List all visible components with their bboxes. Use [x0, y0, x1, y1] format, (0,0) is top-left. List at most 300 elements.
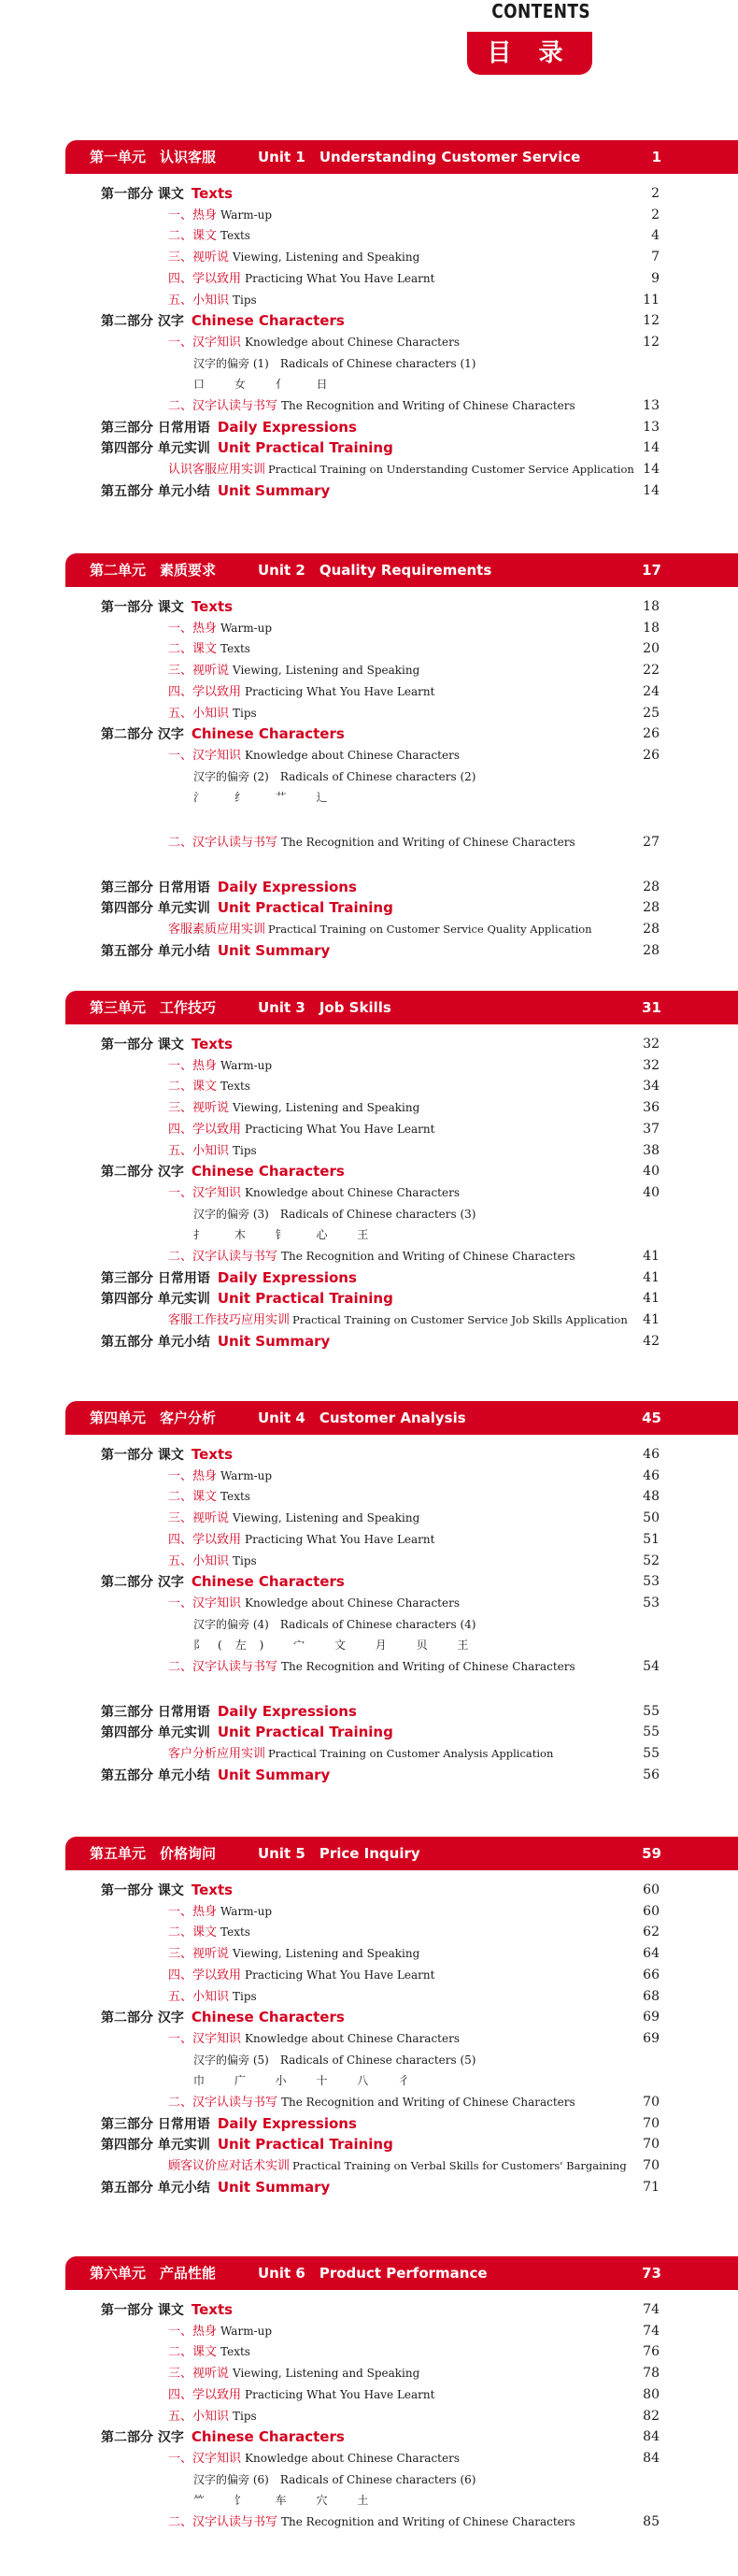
toc-entry-sub[interactable]: [168, 618, 272, 638]
entry-title-en: Knowledge about Chinese Characters: [245, 2031, 460, 2045]
toc-entry-sub[interactable]: [168, 1656, 575, 1677]
entry-title-cn: 五、小知识: [168, 1989, 230, 2004]
entry-page-number: 28: [643, 879, 660, 894]
entry-page-number: 2: [651, 207, 660, 222]
toc-entry-part[interactable]: [101, 1701, 357, 1722]
toc-entry-part[interactable]: [101, 1444, 233, 1465]
toc-entry-sub[interactable]: [168, 268, 434, 289]
entry-title-en: Knowledge about Chinese Characters: [245, 748, 460, 762]
radical-glyphs: 巾 广 小 十 八 彳: [193, 2074, 423, 2088]
entry-page-number: 56: [643, 1767, 660, 1782]
toc-entry-sub[interactable]: [168, 1097, 419, 1118]
entry-page-number: 9: [651, 270, 660, 286]
entry-title-cn: 五、小知识: [168, 706, 230, 721]
section-title: Chinese Characters: [191, 2428, 345, 2446]
entry-title-en: Viewing, Listening and Speaking: [233, 2367, 420, 2381]
entry-title-en: Practicing What You Have Learnt: [245, 1122, 435, 1136]
toc-entry-part[interactable]: [101, 1331, 330, 1352]
unit-page-number: 45: [642, 1410, 661, 1426]
toc-entry-rad: [193, 2050, 475, 2070]
toc-entry-glyphs: [193, 2490, 381, 2511]
entry-page-number: 85: [643, 2514, 660, 2529]
toc-entry-sub[interactable]: [168, 681, 434, 702]
part-label: 第一部分 课文: [101, 600, 184, 615]
entry-page-number: 28: [643, 922, 660, 937]
entry-title-cn: 一、热身: [168, 2324, 218, 2339]
section-title: Chinese Characters: [191, 1573, 345, 1591]
section-title: Texts: [191, 2301, 234, 2318]
section-title: Unit Summary: [217, 1332, 331, 1350]
radicals-heading: 汉字的偏旁 (5) Radicals of Chinese characters (5): [193, 2053, 476, 2067]
toc-entry-part[interactable]: [101, 1288, 393, 1309]
part-label: 第四部分 单元实训: [101, 441, 210, 457]
entry-title-en: Viewing, Listening and Speaking: [233, 664, 420, 678]
entry-page-number: 27: [643, 835, 660, 850]
section-title: Daily Expressions: [217, 418, 357, 436]
entry-title-cn: 一、热身: [168, 1468, 218, 1483]
entry-page-number: 41: [643, 1269, 660, 1285]
entry-page-number: 74: [643, 2302, 660, 2317]
section-title: Unit Practical Training: [217, 1290, 393, 1308]
entry-title-cn: 二、课文: [168, 1490, 218, 1505]
entry-title-en: The Recognition and Writing of Chinese Characters: [281, 2515, 575, 2528]
entry-page-number: 12: [643, 334, 660, 350]
entry-page-number: 36: [643, 1100, 660, 1116]
entry-title-en: The Recognition and Writing of Chinese Characters: [281, 399, 575, 412]
radical-glyphs: 阝(左) 宀 文 月 贝 王: [193, 1639, 482, 1653]
unit-title-en: Unit 2 Quality Requirements: [258, 562, 492, 579]
entry-title-cn: 二、课文: [168, 229, 218, 244]
toc-entry-sub[interactable]: [168, 2384, 434, 2405]
toc-entry-rad: [193, 2469, 475, 2490]
entry-title-cn: 二、课文: [168, 1080, 218, 1095]
toc-entry-app[interactable]: [168, 1743, 553, 1764]
entry-page-number: 13: [643, 419, 660, 435]
entry-page-number: 50: [643, 1510, 660, 1526]
entry-title-en: Practical Training on Verbal Skills for Customers' Bargaining: [292, 2159, 627, 2173]
entry-page-number: 70: [643, 2158, 660, 2174]
entry-page-number: 26: [643, 726, 660, 742]
toc-entry-sub[interactable]: [168, 2341, 250, 2362]
toc-entry-part[interactable]: [101, 1571, 345, 1592]
entry-title-cn: 三、视听说: [168, 1511, 230, 1526]
entry-page-number: 14: [643, 440, 660, 456]
entry-page-number: 70: [643, 2137, 660, 2153]
section-title: Texts: [191, 598, 234, 615]
entry-title-cn: 一、热身: [168, 208, 218, 222]
toc-entry-sub[interactable]: [168, 745, 460, 766]
section-title: Texts: [191, 185, 234, 202]
toc-entry-sub[interactable]: [168, 1901, 272, 1922]
part-label: 第三部分 日常用语: [101, 1270, 210, 1286]
entry-title-en: Tips: [233, 293, 257, 307]
toc-entry-sub[interactable]: [168, 1551, 257, 1571]
unit-header-bar[interactable]: [65, 2256, 738, 2290]
toc-entry-sub[interactable]: [168, 1529, 434, 1550]
radical-glyphs: 口 女 亻 日: [193, 378, 341, 392]
entry-title-cn: 客服素质应用实训: [168, 923, 266, 937]
entry-title-cn: 一、汉字知识: [168, 1596, 242, 1610]
part-label: 第二部分 汉字: [101, 727, 184, 743]
entry-title-cn: 二、汉字认读与书写: [168, 1250, 278, 1264]
entry-title-en: Viewing, Listening and Speaking: [233, 1101, 420, 1115]
unit-section: [0, 1837, 738, 2196]
toc-entry-part[interactable]: [101, 877, 357, 897]
entry-title-cn: 二、课文: [168, 642, 218, 657]
entry-title-en: Practical Training on Understanding Customer Service Application: [268, 463, 634, 477]
part-label: 第一部分 课文: [101, 1448, 184, 1463]
toc-entry-sub[interactable]: [168, 1508, 419, 1528]
unit-page-number: 31: [642, 999, 661, 1016]
toc-entry-part[interactable]: [101, 2007, 345, 2027]
entry-title-en: Viewing, Listening and Speaking: [233, 1511, 420, 1525]
toc-entry-app[interactable]: [168, 459, 634, 479]
entry-title-en: Warm-up: [220, 2324, 273, 2338]
toc-entry-part[interactable]: [101, 1161, 345, 1181]
entry-title-en: Knowledge about Chinese Characters: [245, 2451, 460, 2465]
entry-title-en: Texts: [220, 1925, 250, 1939]
entry-page-number: 76: [643, 2344, 660, 2360]
unit-title-cn: 第三单元 工作技巧: [90, 999, 217, 1016]
part-label: 第四部分 单元实训: [101, 1725, 210, 1741]
unit-section: [0, 1401, 738, 1783]
toc-entry-sub[interactable]: [168, 1965, 434, 1985]
entry-page-number: 71: [643, 2179, 660, 2195]
part-label: 第一部分 课文: [101, 187, 184, 202]
entry-page-number: 53: [643, 1574, 660, 1590]
entry-page-number: 25: [643, 705, 660, 721]
section-title: Chinese Characters: [191, 2009, 345, 2026]
entry-page-number: 4: [651, 228, 660, 244]
entry-page-number: 13: [643, 398, 660, 413]
entry-title-cn: 五、小知识: [168, 1143, 230, 1158]
section-title: Texts: [191, 1036, 234, 1052]
entry-title-cn: 一、汉字知识: [168, 1185, 242, 1200]
toc-entry-sub[interactable]: [168, 1119, 434, 1139]
toc-entry-sub[interactable]: [168, 2028, 460, 2049]
toc-entry-sub[interactable]: [168, 2363, 419, 2383]
entry-title-cn: 顾客议价应对话术实训: [168, 2159, 291, 2174]
entry-page-number: 51: [643, 1531, 660, 1547]
entry-title-cn: 五、小知识: [168, 293, 230, 308]
entry-page-number: 41: [643, 1312, 660, 1328]
part-label: 第二部分 汉字: [101, 2011, 184, 2026]
toc-entry-sub[interactable]: [168, 332, 460, 352]
toc-entry-sub[interactable]: [168, 1922, 250, 1942]
section-title: Texts: [191, 1882, 234, 1898]
toc-entry-rad: [193, 1204, 475, 1224]
entry-title-cn: 四、学以致用: [168, 684, 242, 699]
entry-title-en: Warm-up: [220, 621, 273, 635]
entry-title-cn: 二、汉字认读与书写: [168, 2096, 278, 2110]
unit-header-bar[interactable]: [65, 1401, 738, 1435]
contents-title-cn: 目 录: [467, 32, 592, 75]
toc-entry-sub[interactable]: [168, 395, 575, 416]
toc-entry-part[interactable]: [101, 310, 345, 331]
entry-title-cn: 二、课文: [168, 1925, 218, 1940]
toc-entry-sub[interactable]: [168, 1182, 460, 1203]
part-label: 第二部分 汉字: [101, 1575, 184, 1591]
toc-entry-part[interactable]: [101, 1034, 233, 1054]
part-label: 第五部分 单元小结: [101, 1767, 210, 1783]
toc-entry-sub[interactable]: [168, 247, 419, 267]
entry-title-en: Tips: [233, 2409, 257, 2423]
entry-title-cn: 五、小知识: [168, 2409, 230, 2424]
part-label: 第三部分 日常用语: [101, 2116, 210, 2132]
entry-page-number: 82: [643, 2408, 660, 2424]
entry-page-number: 74: [643, 2323, 660, 2339]
contents-title-en: CONTENTS: [491, 0, 591, 22]
toc-entry-sub[interactable]: [168, 290, 257, 310]
section-title: Daily Expressions: [217, 878, 357, 895]
entry-title-cn: 二、汉字认读与书写: [168, 399, 278, 413]
toc-entry-rad: [193, 1614, 475, 1635]
section-title: Unit Summary: [217, 2178, 331, 2196]
part-label: 第五部分 单元小结: [101, 2180, 210, 2196]
part-label: 第四部分 单元实训: [101, 1292, 210, 1308]
unit-title-cn: 第四单元 客户分析: [90, 1410, 217, 1426]
section-title: Chinese Characters: [191, 725, 345, 743]
toc-entry-sub[interactable]: [168, 1246, 575, 1267]
toc-entry-sub[interactable]: [168, 225, 250, 246]
radicals-heading: 汉字的偏旁 (4) Radicals of Chinese characters (4): [193, 1617, 476, 1631]
part-label: 第三部分 日常用语: [101, 420, 210, 436]
entry-page-number: 32: [643, 1057, 660, 1073]
unit-page-number: 73: [642, 2265, 661, 2282]
entry-page-number: 28: [643, 900, 660, 916]
entry-title-cn: 三、视听说: [168, 250, 230, 265]
entry-page-number: 11: [643, 292, 660, 308]
unit-header-bar[interactable]: [65, 553, 738, 587]
toc-entry-part[interactable]: [101, 940, 330, 961]
unit-section: [0, 553, 738, 959]
unit-header-bar[interactable]: [65, 991, 738, 1024]
entry-page-number: 41: [643, 1249, 660, 1264]
toc-entry-sub[interactable]: [168, 1943, 419, 1964]
entry-title-en: Practical Training on Customer Analysis Application: [268, 1747, 554, 1761]
section-title: Chinese Characters: [191, 1163, 345, 1181]
part-label: 第五部分 单元小结: [101, 483, 210, 499]
entry-title-cn: 认识客服应用实训: [168, 463, 266, 478]
toc-entry-sub[interactable]: [168, 2321, 272, 2341]
part-label: 第三部分 日常用语: [101, 880, 210, 895]
part-label: 第一部分 课文: [101, 1038, 184, 1052]
unit-title-en: Unit 1 Understanding Customer Service: [258, 149, 581, 165]
entry-page-number: 14: [643, 462, 660, 478]
toc-entry-glyphs: [193, 2070, 422, 2091]
toc-entry-sub[interactable]: [168, 1466, 272, 1486]
toc-entry-rad: [193, 766, 475, 787]
section-title: Unit Summary: [217, 1766, 331, 1783]
toc-entry-sub[interactable]: [168, 1055, 272, 1076]
entry-page-number: 22: [643, 663, 660, 679]
toc-entry-sub[interactable]: [168, 703, 257, 723]
entry-page-number: 69: [643, 2010, 660, 2025]
section-title: Texts: [191, 1446, 234, 1463]
unit-title-en: Unit 3 Job Skills: [258, 999, 391, 1016]
toc-entry-part[interactable]: [101, 1722, 393, 1742]
toc-entry-sub[interactable]: [168, 2092, 575, 2112]
entry-page-number: 55: [643, 1703, 660, 1719]
entry-page-number: 38: [643, 1142, 660, 1158]
entry-page-number: 53: [643, 1595, 660, 1610]
part-label: 第二部分 汉字: [101, 1165, 184, 1181]
toc-entry-sub[interactable]: [168, 832, 575, 852]
toc-entry-part[interactable]: [101, 2134, 393, 2154]
radical-glyphs: 扌 木 钅 心 王: [193, 1228, 382, 1242]
radicals-heading: 汉字的偏旁 (6) Radicals of Chinese characters (6): [193, 2472, 476, 2486]
entry-page-number: 34: [643, 1079, 660, 1095]
entry-title-en: Practicing What You Have Learnt: [245, 2387, 435, 2401]
toc-entry-sub[interactable]: [168, 2512, 575, 2532]
part-label: 第二部分 汉字: [101, 314, 184, 330]
entry-title-cn: 一、汉字知识: [168, 2451, 242, 2466]
unit-page-number: 17: [642, 562, 661, 579]
entry-title-en: Practicing What You Have Learnt: [245, 684, 435, 698]
unit-section: [0, 140, 738, 499]
toc-entry-sub[interactable]: [168, 638, 250, 659]
entry-page-number: 37: [643, 1121, 660, 1137]
entry-title-en: Tips: [233, 1553, 257, 1567]
unit-section: [0, 2256, 738, 2529]
unit-title-en: Unit 4 Customer Analysis: [258, 1410, 466, 1426]
entry-page-number: 18: [643, 599, 660, 614]
section-title: Daily Expressions: [217, 1268, 357, 1286]
unit-page-number: 59: [642, 1845, 661, 1862]
entry-title-cn: 一、汉字知识: [168, 2031, 242, 2046]
part-label: 第二部分 汉字: [101, 2430, 184, 2446]
toc-entry-part[interactable]: [101, 1880, 233, 1900]
entry-title-cn: 一、热身: [168, 621, 218, 636]
toc-entry-app[interactable]: [168, 919, 592, 939]
entry-page-number: 2: [651, 186, 660, 201]
entry-title-cn: 四、学以致用: [168, 2387, 242, 2402]
toc-entry-sub[interactable]: [168, 205, 272, 225]
toc-entry-part[interactable]: [101, 2426, 345, 2447]
radicals-heading: 汉字的偏旁 (3) Radicals of Chinese characters (3): [193, 1207, 476, 1221]
entry-title-en: Tips: [233, 1989, 257, 2003]
section-title: Unit Practical Training: [217, 899, 393, 917]
entry-title-en: Tips: [233, 1143, 257, 1157]
section-title: Unit Summary: [217, 481, 331, 499]
entry-page-number: 70: [643, 2095, 660, 2110]
toc-entry-sub[interactable]: [168, 1593, 460, 1613]
toc-entry-part[interactable]: [101, 2299, 233, 2320]
toc-entry-part[interactable]: [101, 596, 233, 617]
toc-entry-part[interactable]: [101, 1267, 357, 1288]
toc-entry-part[interactable]: [101, 480, 330, 501]
toc-entry-app[interactable]: [168, 2155, 627, 2176]
entry-title-en: Texts: [220, 1080, 250, 1094]
toc-entry-part[interactable]: [101, 1765, 330, 1785]
toc-entry-sub[interactable]: [168, 1986, 257, 2007]
entry-page-number: 60: [643, 1903, 660, 1919]
entry-title-en: The Recognition and Writing of Chinese Characters: [281, 1250, 575, 1263]
section-title: Chinese Characters: [191, 312, 345, 330]
entry-title-cn: 三、视听说: [168, 664, 230, 679]
entry-title-en: Warm-up: [220, 1904, 273, 1918]
entry-page-number: 78: [643, 2366, 660, 2382]
entry-title-cn: 二、课文: [168, 2345, 218, 2360]
entry-page-number: 12: [643, 313, 660, 329]
toc-entry-part[interactable]: [101, 2177, 330, 2197]
toc-entry-part[interactable]: [101, 723, 345, 744]
section-title: Daily Expressions: [217, 1702, 357, 1720]
unit-title-cn: 第一单元 认识客服: [90, 149, 217, 165]
entry-page-number: 41: [643, 1291, 660, 1307]
entry-title-cn: 二、汉字认读与书写: [168, 1660, 278, 1674]
entry-page-number: 24: [643, 683, 660, 699]
toc-entry-part[interactable]: [101, 417, 357, 437]
entry-page-number: 68: [643, 1988, 660, 2004]
entry-title-en: Practicing What You Have Learnt: [245, 1532, 435, 1546]
entry-title-en: Practical Training on Customer Service Job Skills Application: [292, 1313, 628, 1327]
entry-title-cn: 一、汉字知识: [168, 335, 242, 350]
entry-title-en: Practical Training on Customer Service Quality Application: [268, 923, 592, 937]
entry-title-en: Viewing, Listening and Speaking: [233, 250, 420, 265]
toc-entry-sub[interactable]: [168, 1140, 257, 1161]
toc-entry-glyphs: [193, 1224, 381, 1245]
unit-header-bar[interactable]: [65, 140, 738, 174]
toc-entry-sub[interactable]: [168, 1486, 250, 1507]
unit-section: [0, 991, 738, 1350]
toc-entry-part[interactable]: [101, 2113, 357, 2134]
toc-entry-sub[interactable]: [168, 660, 419, 680]
section-title: Unit Summary: [217, 941, 331, 959]
part-label: 第四部分 单元实训: [101, 2138, 210, 2154]
unit-title-en: Unit 5 Price Inquiry: [258, 1845, 420, 1862]
entry-page-number: 55: [643, 1724, 660, 1740]
entry-page-number: 20: [643, 641, 660, 657]
part-label: 第一部分 课文: [101, 1883, 184, 1898]
toc-entry-part[interactable]: [101, 437, 393, 458]
entry-title-en: Texts: [220, 642, 250, 656]
unit-page-number: 1: [651, 149, 661, 165]
unit-title-cn: 第二单元 素质要求: [90, 562, 217, 579]
unit-title-cn: 第五单元 价格询问: [90, 1845, 217, 1862]
entry-title-cn: 二、汉字认读与书写: [168, 2515, 278, 2529]
entry-page-number: 84: [643, 2450, 660, 2466]
radical-glyphs: ⺮ 饣 车 穴 土: [193, 2494, 382, 2508]
entry-page-number: 46: [643, 1447, 660, 1462]
entry-title-cn: 三、视听说: [168, 2367, 230, 2382]
entry-title-en: Warm-up: [220, 208, 273, 222]
entry-title-en: Tips: [233, 706, 257, 720]
entry-title-en: The Recognition and Writing of Chinese Characters: [281, 2096, 575, 2109]
toc-entry-app[interactable]: [168, 1309, 628, 1330]
part-label: 第四部分 单元实训: [101, 901, 210, 917]
entry-title-en: Texts: [220, 2345, 250, 2359]
unit-header-bar[interactable]: [65, 1837, 738, 1870]
entry-page-number: 46: [643, 1467, 660, 1483]
toc-entry-part[interactable]: [101, 183, 233, 204]
unit-title-cn: 第六单元 产品性能: [90, 2265, 217, 2282]
part-label: 第三部分 日常用语: [101, 1704, 210, 1720]
entry-title-en: Warm-up: [220, 1468, 273, 1482]
entry-page-number: 62: [643, 1925, 660, 1940]
toc-entry-part[interactable]: [101, 897, 393, 918]
entry-page-number: 66: [643, 1967, 660, 1982]
entry-title-en: Knowledge about Chinese Characters: [245, 1185, 460, 1199]
entry-title-cn: 客户分析应用实训: [168, 1747, 266, 1762]
toc-entry-sub[interactable]: [168, 2406, 257, 2426]
section-title: Unit Practical Training: [217, 1724, 393, 1741]
section-title: Unit Practical Training: [217, 439, 393, 457]
entry-title-cn: 一、热身: [168, 1058, 218, 1073]
toc-entry-sub[interactable]: [168, 2448, 460, 2469]
entry-page-number: 40: [643, 1184, 660, 1200]
toc-entry-sub[interactable]: [168, 1076, 250, 1096]
